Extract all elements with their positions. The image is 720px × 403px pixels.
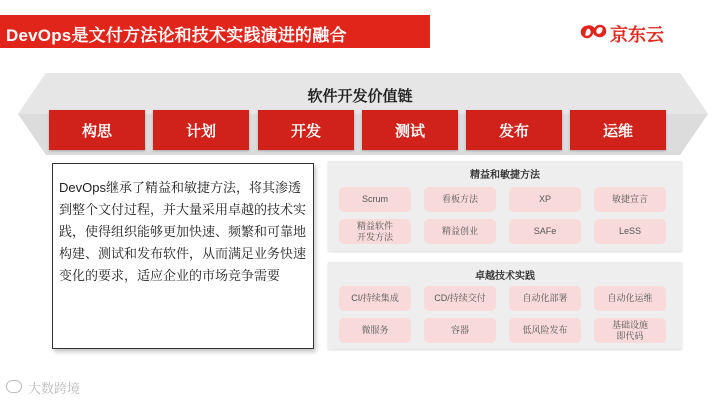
chat-bubble-icon	[6, 380, 22, 393]
jd-cloud-logo-icon	[580, 20, 608, 42]
method-pill: XP	[509, 187, 581, 212]
practice-pill-label: 基础设施即代码	[611, 319, 648, 341]
description-box	[52, 163, 314, 349]
stage-development: 开发	[258, 110, 354, 150]
method-pill: SAFe	[509, 219, 581, 244]
tech-practices-title: 卓越技术实践	[475, 271, 535, 282]
title-bar	[0, 15, 430, 48]
method-pill-label: 精益软件开发方法	[356, 220, 393, 242]
practice-pill: 自动化运维	[594, 286, 666, 311]
practice-pill: CD/持续交付	[424, 286, 496, 311]
practice-pill: CI/持续集成	[339, 286, 411, 311]
description-text: DevOps继承了精益和敏捷方法，将其渗透到整个文付过程，并大量采用卓越的技术实践，使得组织能够更加快速、频繁和可靠地构建、测试和发布软件，从而满足业务快速变化的要求，适应企业的市场竞争需要	[59, 180, 307, 283]
method-pill	[339, 219, 411, 244]
method-pill: 看板方法	[424, 187, 496, 212]
stage-testing: 测试	[362, 110, 458, 150]
tech-practices-panel	[328, 262, 682, 349]
method-pill: Scrum	[339, 187, 411, 212]
practice-pill: 低风险发布	[509, 318, 581, 343]
stage-operations: 运维	[570, 110, 666, 150]
practice-pill: 微服务	[339, 318, 411, 343]
practice-pill: 自动化部署	[509, 286, 581, 311]
method-pill: 精益创业	[424, 219, 496, 244]
lean-agile-title: 精益和敏捷方法	[470, 170, 540, 181]
page-title: DevOps是文付方法论和技术实践演进的融合	[6, 26, 347, 45]
practice-pill	[594, 318, 666, 343]
stage-ideation: 构思	[49, 110, 145, 150]
watermark-text: 大数跨境	[28, 381, 81, 396]
stage-release: 发布	[466, 110, 562, 150]
method-pill: LeSS	[594, 219, 666, 244]
logo-text: 京东云	[610, 25, 664, 45]
practice-pill: 容器	[424, 318, 496, 343]
method-pill: 敏捷宣言	[594, 187, 666, 212]
stage-planning: 计划	[153, 110, 249, 150]
lean-agile-panel	[328, 161, 682, 251]
value-chain-title: 软件开发价值链	[307, 88, 413, 105]
